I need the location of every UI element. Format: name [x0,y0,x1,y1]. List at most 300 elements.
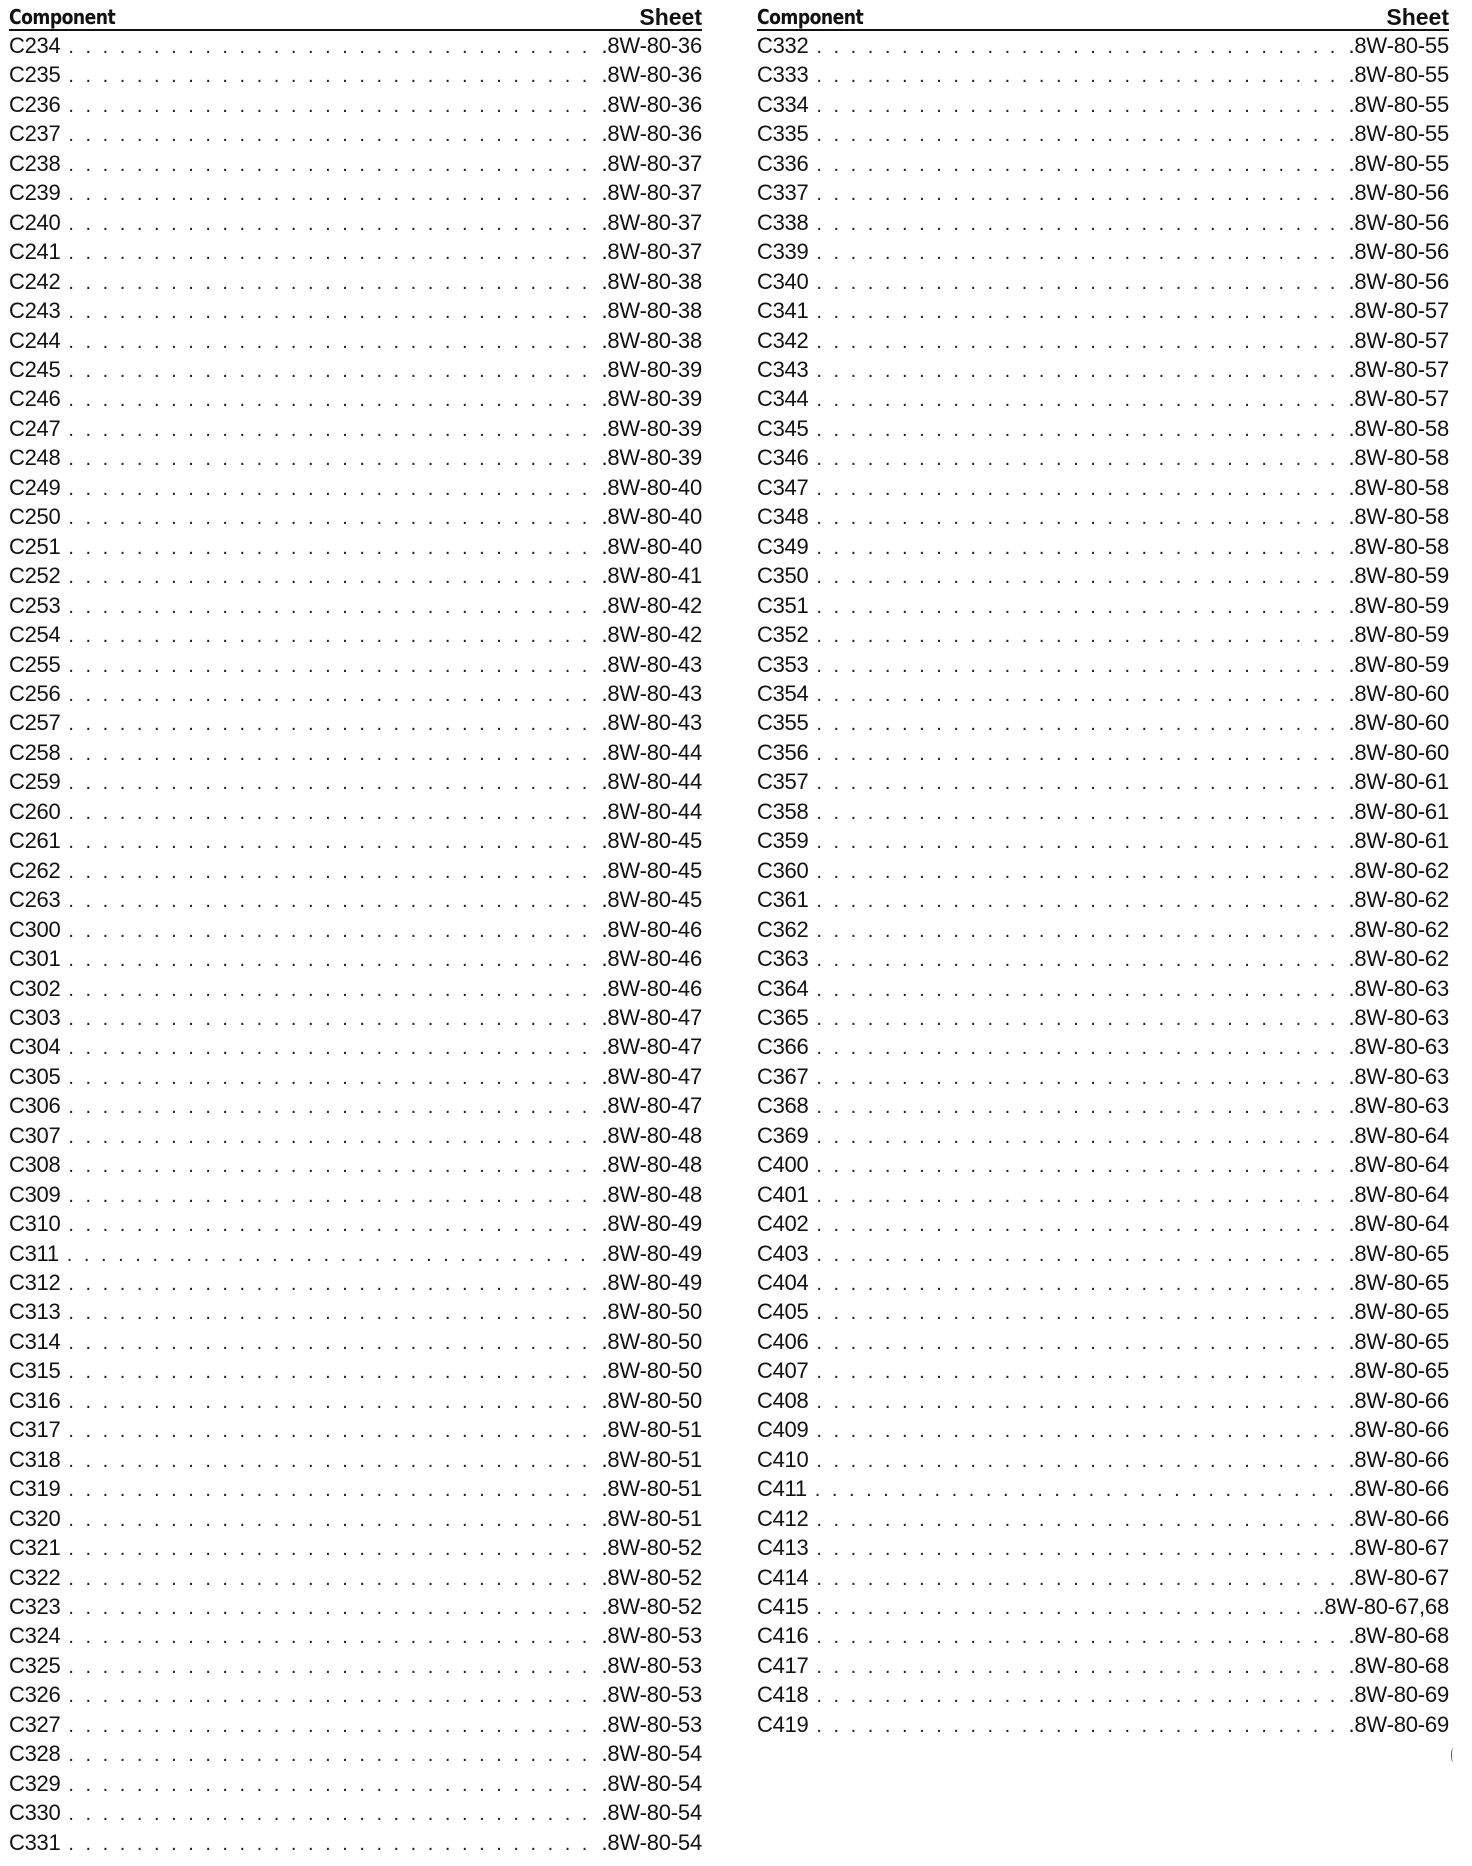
dot-leader [816,210,1346,237]
table-row [9,1121,702,1150]
table-row [757,1327,1449,1356]
dot-leader [68,1329,599,1356]
sheet-reference: .8W-80-55 [1348,62,1449,88]
component-id: C341 [757,298,809,324]
dot-leader [68,1712,599,1739]
component-id: C330 [9,1800,61,1826]
component-id: C408 [757,1387,809,1413]
table-row [9,738,702,767]
table-row [757,1062,1449,1091]
table-row [757,856,1449,885]
dot-leader [816,1270,1346,1297]
table-row [9,326,702,355]
dot-leader [68,1417,599,1444]
sheet-reference: .8W-80-45 [601,857,702,883]
table-row [9,355,702,384]
dot-leader [816,1594,1316,1621]
dot-leader [68,180,599,207]
sheet-reference: .8W-80-59 [1348,592,1449,618]
component-id: C234 [9,33,61,58]
table-row [9,414,702,443]
component-id: C235 [9,62,61,88]
table-row [757,1563,1449,1592]
table-row [757,90,1449,119]
dot-leader [816,740,1346,767]
sheet-reference: .8W-80-68 [1348,1652,1449,1678]
component-id: C340 [757,268,809,294]
dot-leader [68,1476,599,1503]
dot-leader [816,1682,1346,1709]
component-id: C415 [757,1594,809,1620]
table-row [9,885,702,914]
component-id: C346 [757,445,809,471]
table-row [9,650,702,679]
dot-leader [68,1005,599,1032]
table-row [757,31,1449,60]
sheet-reference: .8W-80-63 [1348,975,1449,1001]
table-row [757,267,1449,296]
sheet-reference: .8W-80-59 [1348,563,1449,589]
table-row [757,1621,1449,1650]
dot-leader [68,504,599,531]
sheet-reference: .8W-80-49 [601,1211,702,1237]
dot-leader [816,1182,1346,1209]
dot-leader [816,1565,1346,1592]
sheet-reference: .8W-80-60 [1348,710,1449,736]
dot-leader [816,62,1346,89]
sheet-reference: .8W-80-67 [1348,1564,1449,1590]
sheet-reference: .8W-80-58 [1348,445,1449,471]
table-row [9,1504,702,1533]
component-id: C338 [757,209,809,235]
table-row [9,443,702,472]
sheet-reference: .8W-80-60 [1348,739,1449,765]
component-id: C343 [757,356,809,382]
dot-leader [816,1447,1346,1474]
dot-leader [68,887,599,914]
dot-leader [816,1123,1346,1150]
table-row [757,1091,1449,1120]
component-id: C239 [9,180,61,206]
dot-leader [816,1299,1346,1326]
dot-leader [816,1653,1346,1680]
component-id: C335 [757,121,809,147]
dot-leader [816,357,1346,384]
component-id: C333 [757,62,809,88]
component-id: C329 [9,1770,61,1796]
dot-leader [816,1034,1346,1061]
table-row [757,1680,1449,1709]
sheet-reference: .8W-80-57 [1348,386,1449,412]
table-row [9,561,702,590]
sheet-column-heading: Sheet [639,4,702,30]
table-row [9,237,702,266]
component-list [9,31,702,1857]
component-id: C242 [9,268,61,294]
sheet-reference: .8W-80-46 [601,916,702,942]
sheet-reference: .8W-80-59 [1348,651,1449,677]
table-row [757,1121,1449,1150]
table-row [9,208,702,237]
table-row [757,237,1449,266]
sheet-reference: .8W-80-43 [601,651,702,677]
component-id: C318 [9,1446,61,1472]
sheet-reference: .8W-80-47 [601,1004,702,1030]
right-column [757,0,1449,1739]
dot-leader [68,1182,599,1209]
component-id: C367 [757,1063,809,1089]
sheet-reference: .8W-80-67,68 [1318,1594,1449,1620]
dot-leader [68,1270,599,1297]
sheet-reference: .8W-80-39 [601,415,702,441]
dot-leader [816,1329,1346,1356]
table-row [9,767,702,796]
component-id: C359 [757,828,809,854]
component-id: C315 [9,1358,61,1384]
component-id: C243 [9,298,61,324]
dot-leader [816,1093,1346,1120]
component-id: C249 [9,474,61,500]
table-row [9,1150,702,1179]
component-id: C310 [9,1211,61,1237]
table-row [757,1032,1449,1061]
sheet-reference: .8W-80-49 [601,1270,702,1296]
component-id: C306 [9,1093,61,1119]
component-id: C240 [9,209,61,235]
dot-leader [68,1623,599,1650]
sheet-reference: .8W-80-51 [601,1476,702,1502]
component-id: C302 [9,975,61,1001]
table-row [9,1415,702,1444]
sheet-reference: .8W-80-46 [601,946,702,972]
dot-leader [816,1064,1346,1091]
dot-leader [68,799,599,826]
dot-leader [816,799,1346,826]
dot-leader [816,475,1346,502]
dot-leader [68,62,599,89]
table-row [9,1386,702,1415]
sheet-reference: .8W-80-53 [601,1623,702,1649]
sheet-reference: .8W-80-64 [1348,1152,1449,1178]
component-id: C308 [9,1152,61,1178]
dot-leader [816,1623,1346,1650]
table-row [9,915,702,944]
dot-leader [816,1211,1346,1238]
sheet-reference: .8W-80-50 [601,1387,702,1413]
sheet-reference: .8W-80-41 [601,563,702,589]
component-id: C349 [757,533,809,559]
component-id: C320 [9,1505,61,1531]
table-row [757,473,1449,502]
sheet-reference: .8W-80-54 [601,1770,702,1796]
table-row [9,384,702,413]
component-id: C347 [757,474,809,500]
table-row [9,178,702,207]
dot-leader [816,239,1346,266]
component-id: C237 [9,121,61,147]
sheet-reference: .8W-80-44 [601,798,702,824]
sheet-reference: .8W-80-64 [1348,1122,1449,1148]
dot-leader [68,1565,599,1592]
component-id: C303 [9,1004,61,1030]
sheet-reference: .8W-80-59 [1348,622,1449,648]
dot-leader [68,652,599,679]
sheet-reference: .8W-80-43 [601,680,702,706]
component-id: C365 [757,1004,809,1030]
table-row [757,885,1449,914]
table-row [757,1592,1449,1621]
sheet-reference: .8W-80-62 [1348,857,1449,883]
table-row [757,1150,1449,1179]
dot-leader [68,917,599,944]
table-row [9,1239,702,1268]
sheet-reference: .8W-80-62 [1348,946,1449,972]
table-row [9,1268,702,1297]
dot-leader [68,475,599,502]
dot-leader [68,740,599,767]
table-row [757,708,1449,737]
dot-leader [816,652,1346,679]
sheet-reference: .8W-80-54 [601,1800,702,1826]
component-id: C407 [757,1358,809,1384]
table-row [757,1209,1449,1238]
sheet-reference: .8W-80-52 [601,1564,702,1590]
sheet-reference: .8W-80-57 [1348,298,1449,324]
table-row [9,1356,702,1385]
dot-leader [68,1800,599,1827]
dot-leader [816,946,1346,973]
table-row [757,502,1449,531]
sheet-reference: .8W-80-36 [601,62,702,88]
dot-leader [816,1152,1346,1179]
dot-leader [68,858,599,885]
component-id: C253 [9,592,61,618]
dot-leader [68,1682,599,1709]
sheet-reference: .8W-80-65 [1348,1270,1449,1296]
component-id: C241 [9,239,61,265]
component-id: C258 [9,739,61,765]
dot-leader [68,593,599,620]
table-row [9,1445,702,1474]
sheet-reference: .8W-80-64 [1348,1181,1449,1207]
dot-leader [816,828,1346,855]
dot-leader [68,1299,599,1326]
sheet-reference: .8W-80-66 [1348,1505,1449,1531]
component-id: C305 [9,1063,61,1089]
table-row [757,561,1449,590]
dot-leader [68,1211,599,1238]
dot-leader [68,710,599,737]
component-id: C246 [9,386,61,412]
sheet-reference: .8W-80-65 [1348,1358,1449,1384]
component-id: C259 [9,769,61,795]
component-id: C250 [9,504,61,530]
table-row [757,650,1449,679]
sheet-reference: .8W-80-61 [1348,769,1449,795]
table-row [757,591,1449,620]
component-id: C323 [9,1594,61,1620]
dot-leader [816,1535,1346,1562]
sheet-reference: .8W-80-61 [1348,798,1449,824]
component-id: C257 [9,710,61,736]
component-id: C400 [757,1152,809,1178]
dot-leader [816,328,1346,355]
dot-leader [816,386,1346,413]
dot-leader [816,858,1346,885]
component-id: C360 [757,857,809,883]
sheet-reference: .8W-80-48 [601,1152,702,1178]
dot-leader [68,1034,599,1061]
dot-leader [816,298,1346,325]
dot-leader [816,534,1346,561]
sheet-reference: .8W-80-56 [1348,180,1449,206]
table-row [757,738,1449,767]
dot-leader [68,976,599,1003]
sheet-reference: .8W-80-56 [1348,209,1449,235]
component-id: C238 [9,150,61,176]
dot-leader [816,917,1346,944]
table-row [757,944,1449,973]
component-id: C351 [757,592,809,618]
dot-leader [816,887,1346,914]
component-id: C409 [757,1417,809,1443]
component-id: C411 [757,1476,807,1502]
component-id: C316 [9,1387,61,1413]
table-row [757,1268,1449,1297]
sheet-reference: .8W-80-63 [1348,1063,1449,1089]
component-id: C317 [9,1417,61,1443]
sheet-reference: .8W-80-54 [601,1741,702,1767]
table-row [757,532,1449,561]
sheet-reference: .8W-80-53 [601,1652,702,1678]
component-id: C336 [757,150,809,176]
sheet-reference: .8W-80-40 [601,533,702,559]
dot-leader [68,1830,599,1857]
component-id: C262 [9,857,61,883]
dot-leader [68,445,599,472]
table-row [757,767,1449,796]
dot-leader [816,180,1346,207]
sheet-reference: .8W-80-37 [601,239,702,265]
table-row [9,31,702,60]
dot-leader [68,828,599,855]
table-row [9,591,702,620]
sheet-reference: .8W-80-65 [1348,1240,1449,1266]
dot-leader [68,563,599,590]
dot-leader [68,210,599,237]
table-row [757,915,1449,944]
component-id: C417 [757,1652,809,1678]
dot-leader [68,1447,599,1474]
table-row [9,1003,702,1032]
sheet-reference: .8W-80-55 [1348,33,1449,58]
column-header [9,0,702,31]
component-id: C324 [9,1623,61,1649]
table-row [9,1032,702,1061]
sheet-reference: .8W-80-47 [601,1063,702,1089]
table-row [757,1710,1449,1739]
sheet-reference: .8W-80-67 [1348,1535,1449,1561]
table-row [9,1091,702,1120]
sheet-reference: .8W-80-42 [601,622,702,648]
sheet-reference: .8W-80-66 [1348,1387,1449,1413]
component-id: C332 [757,33,809,58]
component-id: C236 [9,91,61,117]
dot-leader [68,622,599,649]
component-id: C403 [757,1240,809,1266]
table-row [9,856,702,885]
component-column-heading: Component [9,5,116,29]
sheet-reference: .8W-80-39 [601,356,702,382]
component-id: C311 [9,1240,59,1266]
dot-leader [68,1594,599,1621]
dot-leader [816,681,1346,708]
sheet-reference: .8W-80-65 [1348,1299,1449,1325]
component-id: C366 [757,1034,809,1060]
dot-leader [68,1653,599,1680]
component-id: C405 [757,1299,809,1325]
dot-leader [816,1712,1346,1739]
table-row [9,708,702,737]
sheet-reference: .8W-80-55 [1348,91,1449,117]
table-row [9,1680,702,1709]
sheet-reference: .8W-80-58 [1348,504,1449,530]
dot-leader [816,593,1346,620]
component-id: C339 [757,239,809,265]
component-id: C337 [757,180,809,206]
table-row [757,326,1449,355]
component-id: C361 [757,887,809,913]
dot-leader [816,976,1346,1003]
table-row [9,620,702,649]
sheet-reference: .8W-80-54 [601,1829,702,1855]
component-id: C406 [757,1328,809,1354]
component-id: C304 [9,1034,61,1060]
component-id: C413 [757,1535,809,1561]
component-id: C325 [9,1652,61,1678]
sheet-reference: .8W-80-63 [1348,1093,1449,1119]
table-row [757,1003,1449,1032]
sheet-reference: .8W-80-40 [601,504,702,530]
table-row [757,1474,1449,1503]
sheet-reference: .8W-80-62 [1348,887,1449,913]
sheet-reference: .8W-80-69 [1348,1682,1449,1708]
component-id: C419 [757,1711,809,1737]
dot-leader [68,1741,599,1768]
dot-leader [68,1064,599,1091]
component-id: C412 [757,1505,809,1531]
component-id: C313 [9,1299,61,1325]
dot-leader [68,239,599,266]
table-row [757,797,1449,826]
table-row [757,296,1449,325]
table-row [757,1180,1449,1209]
table-row [9,1621,702,1650]
table-row [9,797,702,826]
component-id: C354 [757,680,809,706]
dot-leader [68,1152,599,1179]
table-row [757,1239,1449,1268]
component-id: C362 [757,916,809,942]
dot-leader [816,92,1346,119]
table-row [9,532,702,561]
sheet-reference: .8W-80-57 [1348,356,1449,382]
table-row [757,1533,1449,1562]
sheet-reference: .8W-80-66 [1348,1476,1449,1502]
sheet-reference: .8W-80-51 [601,1505,702,1531]
sheet-reference: .8W-80-58 [1348,474,1449,500]
table-row [9,1828,702,1857]
